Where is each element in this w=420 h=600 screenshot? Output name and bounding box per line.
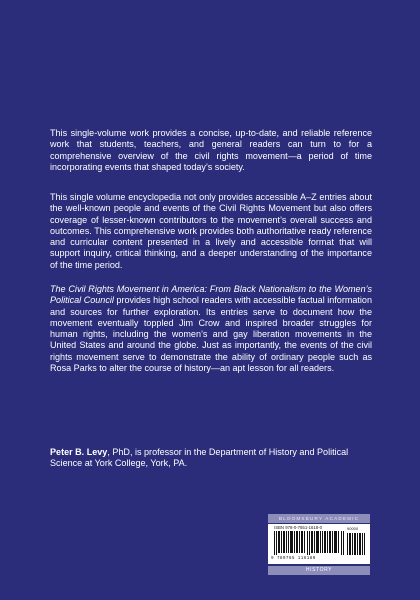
barcode-addon-icon <box>347 533 365 555</box>
author-name: Peter B. Levy <box>50 447 108 457</box>
barcode-box <box>268 524 370 564</box>
barcode-digits: 9 780765 116180 <box>271 556 316 561</box>
paragraph-text <box>50 284 372 374</box>
description-paragraph-2 <box>50 192 372 271</box>
barcode-icon <box>274 531 344 555</box>
imprint-strip: BLOOMSBURY ACADEMIC <box>268 514 370 523</box>
barcode-addon-number: 90000 <box>347 526 359 531</box>
isbn-label: ISBN 978-0-7651-1618-0 <box>274 525 323 530</box>
book-title: The Civil Rights Movement in America: From Black Nationalism to the Women’s Political Council <box>50 284 372 306</box>
paragraph-text: This single-volume work provides a concise, up-to-date, and reliable reference work that students, teachers, and general readers can turn to for a comprehensive overview of the civil rights movement—a period of time incorporating events that shaped today’s society. <box>50 128 372 172</box>
paragraph-rest: provides high school readers with accessible factual information and sources for further exploration. Its entries serve to document how the movement eventually toppled Jim Crow and inspired broader struggles for human rights, including the women’s and gay liberation movements in the United States and around the globe. Just as importantly, the events of the civil rights movement serve to demonstrate the ability of ordinary people such as Rosa Parks to alter the course of history—an apt lesson for all readers. <box>50 295 372 374</box>
description-paragraph-1 <box>50 128 372 173</box>
paragraph-text: This single volume encyclopedia not only provides accessible A–Z entries about the well-known people and events of the Civil Rights Movement but also offers coverage of lesser-known contributors to the movement’s overall success and outcomes. This comprehensive work provides both authoritative ready reference and curricular content presented in a lively and accessible format that will support inquiry, critical thinking, and a deeper understanding of the importance of the time period. <box>50 192 372 270</box>
category-label: HISTORY <box>268 566 370 575</box>
author-bio <box>50 447 372 470</box>
description-paragraph-3 <box>50 284 372 374</box>
barcode-panel <box>268 514 370 574</box>
author-description: , PhD, is professor in the Department of History and Political Science at York College, York, PA. <box>50 447 349 469</box>
